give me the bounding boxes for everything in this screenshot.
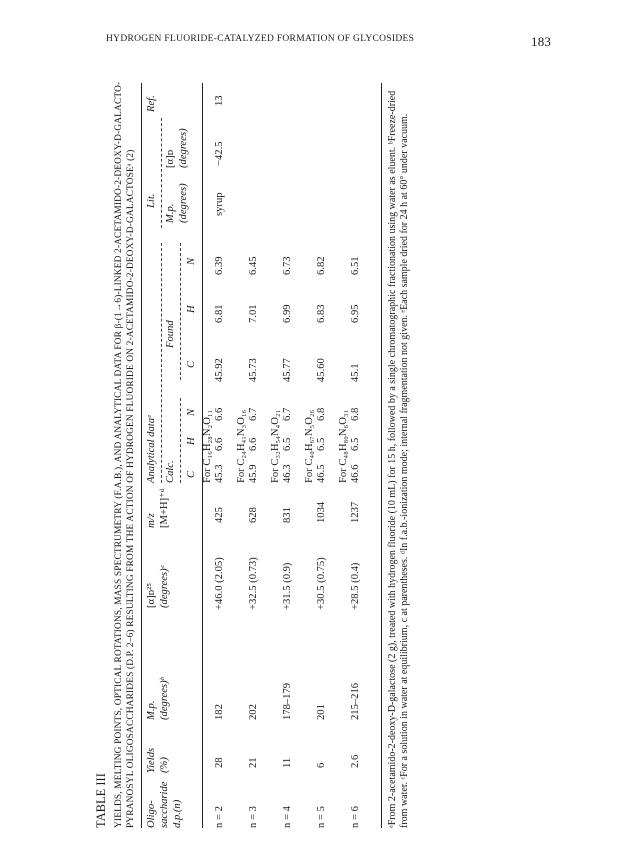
hdr-mz-1: m/z (146, 513, 157, 528)
cell-mz: 831 (282, 507, 293, 523)
hdr-ref: Ref. (146, 95, 157, 112)
cell-mz: 1034 (316, 501, 327, 523)
hdr-found-h: H (186, 305, 197, 313)
cell-yield: 6 (316, 762, 327, 768)
cell-lit-rot: −42.5 (214, 141, 225, 166)
cell-found-n: 6.82 (316, 256, 327, 275)
hdr-lit-mp-1: M.p. (165, 203, 176, 223)
hdr-calc-h: H (186, 437, 197, 445)
cell-dp: n = 4 (282, 806, 293, 828)
cell-mp: 178–179 (282, 682, 293, 720)
caption-line-1: YIELDS, MELTING POINTS, OPTICAL ROTATIONS, MASS SPECTRUMETRY (F.A.B.), AND ANALYTICAL DATA FOR β-(1→6)-LINKED 2-ACETAMIDO-2-DEOXY-D-GALACTO- (114, 81, 124, 828)
hdr-lit-mp-2: (degrees) (178, 183, 189, 223)
cell-yield: 11 (282, 757, 293, 768)
rotated-table (95, 68, 435, 828)
hdr-analytical: Analytical dataᵉ (146, 415, 157, 483)
cell-mz: 628 (248, 507, 259, 523)
hdr-found: Found (165, 320, 176, 348)
cell-yield: 28 (214, 757, 225, 768)
cell-dp: n = 3 (248, 806, 259, 828)
cell-calc-h: 6.5 (316, 437, 327, 451)
cell-dp: n = 2 (214, 806, 225, 828)
cell-found-h: 6.99 (282, 304, 293, 323)
row-formula: For C₂₄H₄₁N₃O₁₆ (236, 409, 247, 483)
cell-ref: 13 (214, 95, 225, 106)
cell-rot: +30.5 (0.75) (316, 557, 327, 610)
hdr-mp-2: (degrees)ᵇ (159, 677, 170, 720)
row-formula: For C₄₈H₈₀N₆O₃₁ (338, 409, 349, 483)
hdr-oligo-1: Oligo- (146, 800, 157, 828)
cell-calc-n: 6.8 (350, 407, 361, 421)
cell-calc-h: 6.6 (214, 437, 225, 451)
cell-lit-mp: syrup (214, 192, 225, 216)
cell-found-c: 45.77 (282, 358, 293, 382)
cell-dp: n = 6 (350, 806, 361, 828)
cell-rot: +31.5 (0.9) (282, 562, 293, 610)
cell-mp: 215–216 (350, 682, 361, 720)
cell-found-c: 45.73 (248, 358, 259, 382)
cell-rot: +32.5 (0.73) (248, 557, 259, 610)
cell-dp: n = 5 (316, 806, 327, 828)
cell-found-c: 45.60 (316, 358, 327, 382)
hdr-oligo-2: saccharide (159, 781, 170, 828)
hdr-lit-rot-2: (degrees) (178, 128, 189, 168)
cell-mz: 425 (214, 507, 225, 523)
hdr-mp-1: M.p. (146, 700, 157, 720)
cell-calc-c: 46.5 (316, 464, 327, 483)
cell-yield: 2.6 (350, 754, 361, 768)
bottom-rule (381, 83, 382, 828)
cell-found-h: 6.81 (214, 304, 225, 323)
cell-mp: 182 (214, 704, 225, 720)
cell-found-c: 45.1 (350, 363, 361, 382)
table-label: TABLE III (94, 773, 108, 828)
cell-calc-c: 45.9 (248, 464, 259, 483)
hdr-yields-1: Yields (146, 747, 157, 773)
cell-found-c: 45.92 (214, 358, 225, 382)
hdr-found-c: C (186, 360, 197, 368)
cell-calc-h: 6.5 (282, 437, 293, 451)
hdr-lit: Lit. (146, 193, 157, 208)
cell-mp: 201 (316, 704, 327, 720)
cell-rot: +28.5 (0.4) (350, 562, 361, 610)
cell-found-h: 6.83 (316, 304, 327, 323)
cell-calc-c: 45.3 (214, 464, 225, 483)
cell-found-n: 6.51 (350, 256, 361, 275)
running-head: HYDROGEN FLUORIDE-CATALYZED FORMATION OF GLYCOSIDES (106, 34, 415, 44)
row-formula: For C₃₂H₅₄N₄O₂₁ (270, 409, 281, 483)
cell-found-n: 6.45 (248, 256, 259, 275)
hdr-calc-c: C (186, 470, 197, 478)
cell-calc-n: 6.7 (282, 407, 293, 421)
cell-calc-n: 6.7 (248, 407, 259, 421)
row-formula: For C₁₆H₂₈N₂O₁₁ (202, 409, 213, 483)
hdr-calc-n: N (186, 408, 197, 416)
hdr-rot-1: [α]ᴅ²⁵ (146, 582, 157, 608)
hdr-rot-2: (degrees)ᶜ (159, 565, 170, 608)
cell-found-n: 6.39 (214, 256, 225, 275)
caption-line-2: PYRANOSYL OLIGOSACCHARIDES (D.P. 2–6) RESULTING FROM THE ACTION OF HYDROGEN FLUORIDE ON 2-ACETAMIDO-2-DEOXY-D-GALACTOSEᵃ (2) (126, 149, 136, 828)
table-body (95, 68, 395, 828)
hdr-lit-rot-1: [α]ᴅ (165, 149, 176, 168)
hdr-calc: Calc. (165, 460, 176, 483)
cell-found-h: 7.01 (248, 304, 259, 323)
hdr-oligo-3: d.p.(n) (172, 799, 183, 828)
hdr-mz-2: [M+H]⁺ᵈ (159, 489, 170, 528)
cell-rot: +46.0 (2.05) (214, 557, 225, 610)
cell-calc-n: 6.8 (316, 407, 327, 421)
cell-calc-c: 46.3 (282, 464, 293, 483)
footnotes: ᵃFrom 2-acetamido-2-deoxy-D-galactose (2 g), treated with hydrogen fluoride (10 mL) for 15 h, followed by a single chromatographic fractionation using water as eluent. ᵇFreeze-dried from water. ᶜFor a solution in water at equilibrium, c at parentheses. ᵈIn f.a.b.-ionization mode; internal fragmentation not given. ᵉEach sample dried for 24 h at 60° under vacuum. (387, 90, 410, 828)
row-formula: For C₄₀H₆₇N₅O₂₆ (304, 409, 315, 483)
cell-calc-c: 46.6 (350, 464, 361, 483)
cell-calc-h: 6.5 (350, 437, 361, 451)
cell-mp: 202 (248, 704, 259, 720)
hdr-found-n: N (186, 257, 197, 265)
page-number: 183 (531, 34, 552, 49)
cell-mz: 1237 (350, 501, 361, 523)
cell-calc-n: 6.6 (214, 407, 225, 421)
cell-calc-h: 6.6 (248, 437, 259, 451)
cell-found-n: 6.73 (282, 256, 293, 275)
hdr-yields-2: (%) (159, 757, 170, 773)
cell-found-h: 6.95 (350, 304, 361, 323)
cell-yield: 21 (248, 757, 259, 768)
